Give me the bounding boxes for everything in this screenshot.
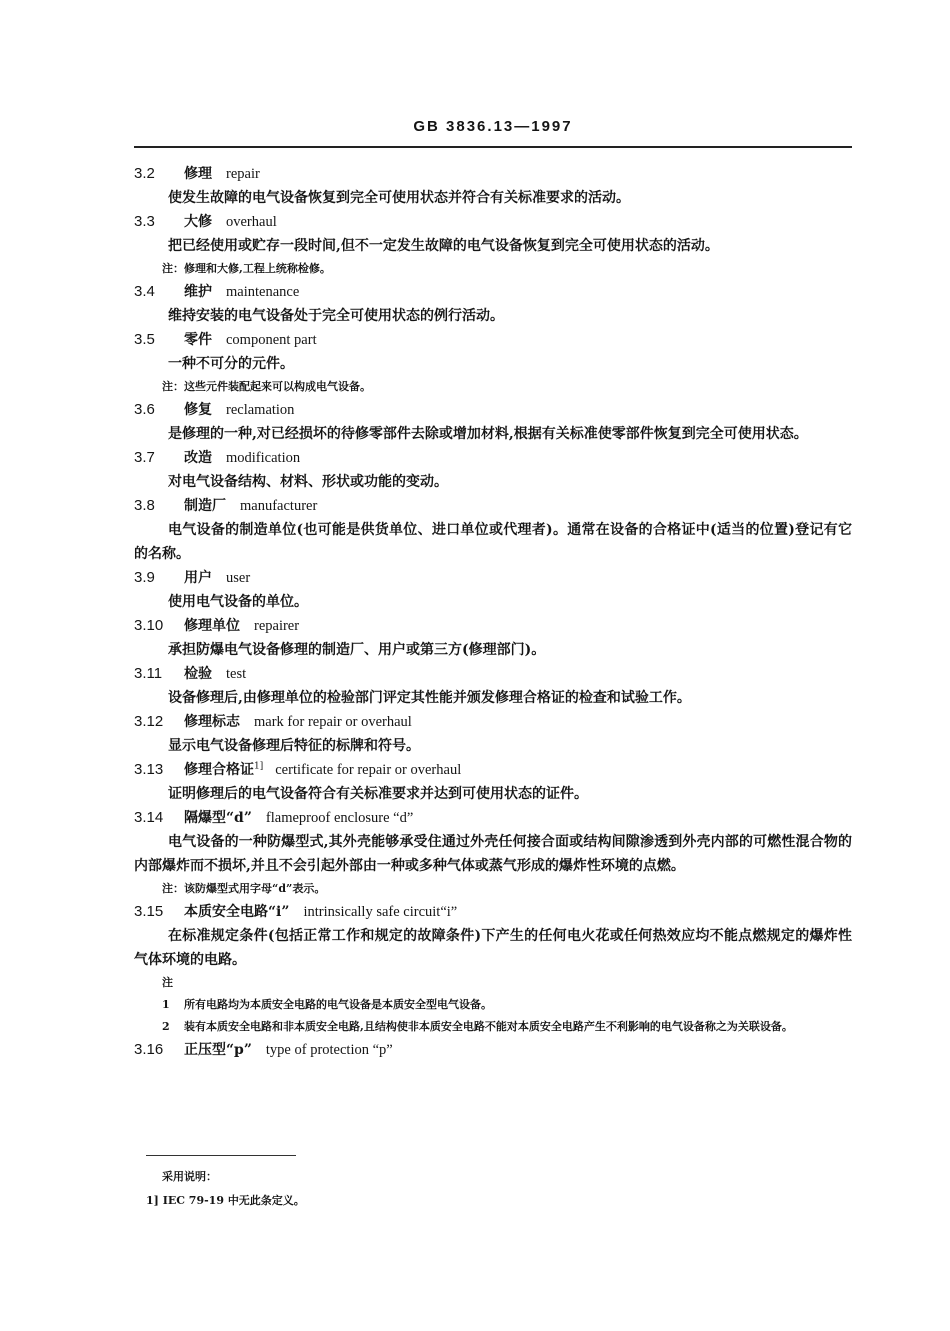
term-3-4 <box>134 280 852 328</box>
term-english: overhaul <box>226 214 277 230</box>
term-note: 注：该防爆型式用字母“d”表示。 <box>162 882 326 895</box>
term-english: maintenance <box>226 284 300 300</box>
document-body <box>134 162 852 1062</box>
term-english: certificate for repair or overhaul <box>275 762 462 778</box>
term-english: test <box>226 666 247 682</box>
term-number: 3.12 <box>134 713 164 730</box>
term-definition: 一种不可分的元件。 <box>168 356 294 372</box>
term-english: repairer <box>254 618 300 634</box>
footnote-rule <box>146 1155 296 1156</box>
term-chinese: 隔爆型“d” <box>184 810 252 826</box>
term-definition: 对电气设备结构、材料、形状或功能的变动。 <box>168 474 448 490</box>
term-definition: 承担防爆电气设备修理的制造厂、用户或第三方(修理部门)。 <box>168 642 546 658</box>
term-number: 3.11 <box>134 665 163 682</box>
term-number: 3.7 <box>134 449 155 466</box>
term-english: user <box>226 570 251 586</box>
term-heading <box>134 162 852 186</box>
term-english: manufacturer <box>240 498 318 514</box>
term-definition: 电气设备的制造单位(也可能是供货单位、进口单位或代理者)。通常在设备的合格证中(适当的位置)登记有它的名称。 <box>134 522 852 562</box>
term-definition: 使用电气设备的单位。 <box>168 594 308 610</box>
term-heading <box>134 328 852 352</box>
term-english: flameproof enclosure “d” <box>265 810 414 826</box>
term-chinese: 大修 <box>184 214 212 230</box>
term-chinese: 修理合格证 <box>184 762 254 778</box>
term-definition: 使发生故障的电气设备恢复到完全可使用状态并符合有关标准要求的活动。 <box>168 190 630 206</box>
term-3-12 <box>134 710 852 758</box>
term-number: 3.4 <box>134 283 155 300</box>
term-heading <box>134 398 852 422</box>
term-3-11 <box>134 662 852 710</box>
term-heading <box>134 662 852 686</box>
term-heading <box>134 446 852 470</box>
term-heading <box>134 900 852 924</box>
term-english: intrinsically safe circuit“i” <box>303 904 458 920</box>
term-3-9 <box>134 566 852 614</box>
term-heading <box>134 494 852 518</box>
term-3-15 <box>134 900 852 1038</box>
term-definition: 在标准规定条件(包括正常工作和规定的故障条件)下产生的任何电火花或任何热效应均不能点燃规定的爆炸性气体环境的电路。 <box>134 928 852 968</box>
term-number: 3.5 <box>134 331 155 348</box>
term-heading <box>134 758 852 782</box>
footnote-text: 1] IEC 79-19 中无此条定义。 <box>146 1194 305 1207</box>
term-3-3 <box>134 210 852 280</box>
term-3-7 <box>134 446 852 494</box>
term-chinese: 维护 <box>184 284 212 300</box>
term-chinese: 检验 <box>184 666 212 682</box>
term-heading <box>134 614 852 638</box>
term-number: 3.3 <box>134 213 155 230</box>
term-definition: 显示电气设备修理后特征的标牌和符号。 <box>168 738 420 754</box>
note-item <box>162 1016 852 1038</box>
note-number: 1 <box>162 998 170 1011</box>
term-chinese: 正压型“p” <box>184 1042 252 1058</box>
term-3-6 <box>134 398 852 446</box>
term-definition: 维持安装的电气设备处于完全可使用状态的例行活动。 <box>168 308 504 324</box>
term-english: repair <box>226 166 260 182</box>
term-definition: 电气设备的一种防爆型式,其外壳能够承受住通过外壳任何接合面或结构间隙渗透到外壳内部的可燃性混合物的内部爆炸而不损坏,并且不会引起外部由一种或多种气体或蒸气形成的爆炸性环境的点燃。 <box>134 834 852 874</box>
term-3-5 <box>134 328 852 398</box>
term-heading <box>134 710 852 734</box>
term-english: modification <box>226 450 301 466</box>
header-rule <box>134 146 852 148</box>
term-definition: 把已经使用或贮存一段时间,但不一定发生故障的电气设备恢复到完全可使用状态的活动。 <box>168 238 719 254</box>
term-chinese: 改造 <box>184 450 212 466</box>
term-chinese: 修复 <box>184 402 212 418</box>
term-definition: 证明修理后的电气设备符合有关标准要求并达到可使用状态的证件。 <box>168 786 588 802</box>
term-english: type of protection “p” <box>265 1042 393 1058</box>
term-number: 3.15 <box>134 903 164 920</box>
note-text: 装有本质安全电路和非本质安全电路,且结构使非本质安全电路不能对本质安全电路产生不利影响的电气设备称之为关联设备。 <box>184 1020 793 1033</box>
term-chinese: 用户 <box>184 570 212 586</box>
note-item <box>162 994 852 1016</box>
term-number: 3.14 <box>134 809 164 826</box>
term-number: 3.9 <box>134 569 155 586</box>
term-english: component part <box>226 332 317 348</box>
notes-list <box>162 972 852 1038</box>
footnote-title: 采用说明： <box>162 1170 217 1183</box>
term-number: 3.6 <box>134 401 155 418</box>
term-chinese: 修理标志 <box>184 714 240 730</box>
term-3-10 <box>134 614 852 662</box>
term-number: 3.8 <box>134 497 155 514</box>
term-heading <box>134 280 852 304</box>
term-note: 注：这些元件装配起来可以构成电气设备。 <box>162 380 371 393</box>
term-3-13 <box>134 758 852 806</box>
term-chinese: 修理单位 <box>184 618 240 634</box>
term-heading <box>134 1038 852 1062</box>
term-definition: 设备修理后,由修理单位的检验部门评定其性能并颁发修理合格证的检查和试验工作。 <box>168 690 691 706</box>
note-number: 2 <box>162 1020 170 1033</box>
term-heading <box>134 806 852 830</box>
footnote-marker: 1] <box>254 761 264 772</box>
term-chinese: 制造厂 <box>184 498 226 514</box>
term-note: 注：修理和大修,工程上统称检修。 <box>162 262 331 275</box>
term-heading <box>134 566 852 590</box>
term-english: mark for repair or overhaul <box>254 714 412 730</box>
notes-label: 注 <box>162 976 173 989</box>
page-header: GB 3836.13—1997 <box>413 118 573 135</box>
term-chinese: 零件 <box>184 332 212 348</box>
note-text: 所有电路均为本质安全电路的电气设备是本质安全型电气设备。 <box>184 998 492 1011</box>
term-number: 3.13 <box>134 761 164 778</box>
term-chinese: 本质安全电路“i” <box>184 904 290 920</box>
term-3-8 <box>134 494 852 566</box>
term-number: 3.10 <box>134 617 164 634</box>
term-chinese: 修理 <box>184 166 212 182</box>
term-number: 3.16 <box>134 1041 164 1058</box>
term-3-2 <box>134 162 852 210</box>
term-3-16 <box>134 1038 852 1062</box>
term-english: reclamation <box>226 402 295 418</box>
term-number: 3.2 <box>134 165 155 182</box>
term-heading <box>134 210 852 234</box>
term-3-14 <box>134 806 852 900</box>
term-definition: 是修理的一种,对已经损坏的待修零部件去除或增加材料,根据有关标准使零部件恢复到完全可使用状态。 <box>168 426 808 442</box>
